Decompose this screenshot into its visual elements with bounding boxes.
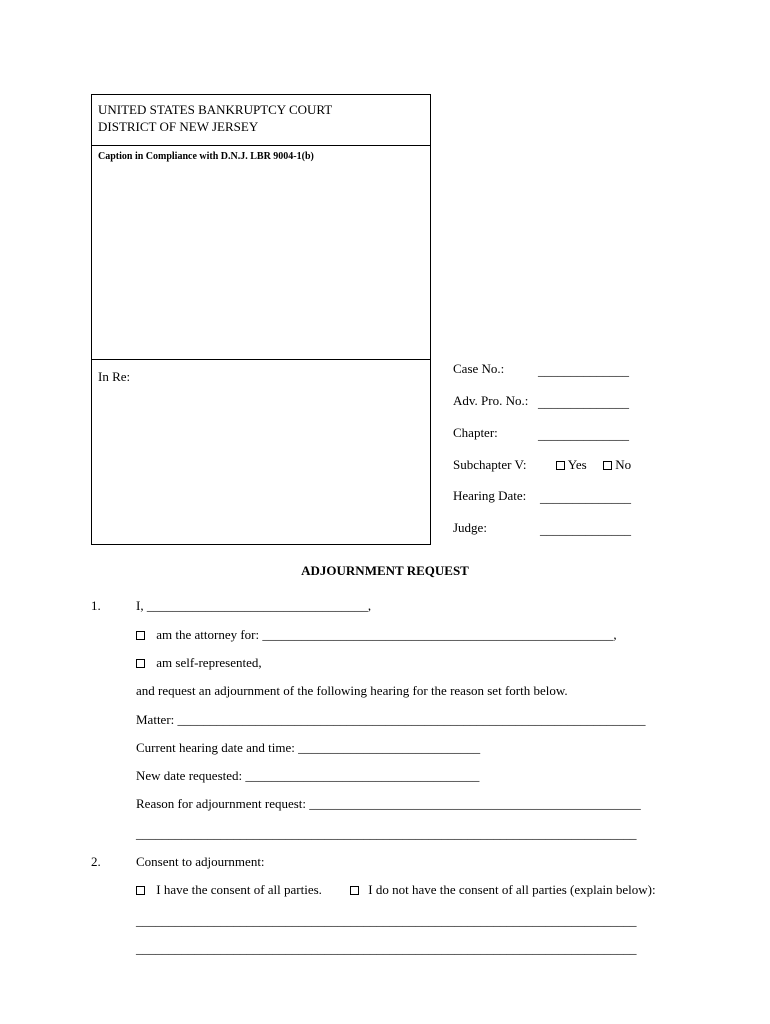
court-name: UNITED STATES BANKRUPTCY COURT (98, 102, 333, 117)
case-no-label: Case No.: (453, 361, 505, 376)
attorney-option[interactable] (136, 627, 617, 643)
hearing-date-field[interactable]: ______________ (540, 490, 631, 505)
adv-pro-field[interactable]: ______________ (538, 395, 629, 410)
consent-yes-label: I have the consent of all parties. (156, 882, 322, 897)
subchapter-yes-checkbox[interactable] (556, 461, 565, 470)
self-represented-option[interactable] (136, 655, 262, 671)
current-hearing-field[interactable]: Current hearing date and time: ____________________________ (136, 740, 481, 755)
attorney-checkbox[interactable] (136, 631, 145, 640)
attorney-label: am the attorney for: ______________________________________________________, (156, 627, 617, 642)
consent-no-option[interactable] (350, 882, 656, 898)
subchapter-no-option[interactable] (603, 457, 631, 473)
caption-divider-top (91, 145, 431, 146)
declarant-name-field[interactable]: I, __________________________________, (136, 598, 372, 613)
consent-no-label: I do not have the consent of all parties (explain below): (368, 882, 656, 897)
section-2-number: 2. (91, 854, 101, 869)
consent-no-checkbox[interactable] (350, 886, 359, 895)
in-re-label: In Re: (98, 369, 131, 384)
chapter-label: Chapter: (453, 425, 498, 440)
request-statement: and request an adjournment of the following hearing for the reason set forth below. (136, 683, 568, 698)
judge-field[interactable]: ______________ (540, 522, 631, 537)
consent-title: Consent to adjournment: (136, 854, 265, 869)
caption-divider-bottom (91, 359, 431, 360)
reason-field[interactable]: Reason for adjournment request: ___________________________________________________ (136, 796, 641, 811)
subchapter-no-label: No (615, 457, 632, 472)
self-represented-label: am self-represented, (156, 655, 262, 670)
reason-field-line-2[interactable]: _____________________________________________________________________________ (136, 826, 637, 841)
explain-line-1[interactable]: _____________________________________________________________________________ (136, 913, 637, 928)
subchapter-yes-option[interactable] (556, 457, 587, 473)
chapter-field[interactable]: ______________ (538, 427, 629, 442)
judge-label: Judge: (453, 520, 487, 535)
section-1-number: 1. (91, 598, 101, 613)
hearing-date-label: Hearing Date: (453, 488, 527, 503)
court-district: DISTRICT OF NEW JERSEY (98, 119, 259, 134)
matter-field[interactable]: Matter: ________________________________________________________________________ (136, 712, 646, 727)
consent-yes-checkbox[interactable] (136, 886, 145, 895)
subchapter-no-checkbox[interactable] (603, 461, 612, 470)
self-represented-checkbox[interactable] (136, 659, 145, 668)
explain-line-2[interactable]: _____________________________________________________________________________ (136, 941, 637, 956)
consent-yes-option[interactable] (136, 882, 322, 898)
case-no-field[interactable]: ______________ (538, 363, 629, 378)
subchapter-yes-label: Yes (567, 457, 587, 472)
new-date-field[interactable]: New date requested: ____________________________________ (136, 768, 480, 783)
caption-note: Caption in Compliance with D.N.J. LBR 9004-1(b) (98, 151, 314, 162)
form-title: ADJOURNMENT REQUEST (301, 563, 469, 578)
adv-pro-label: Adv. Pro. No.: (453, 393, 529, 408)
subchapter-label: Subchapter V: (453, 457, 527, 472)
